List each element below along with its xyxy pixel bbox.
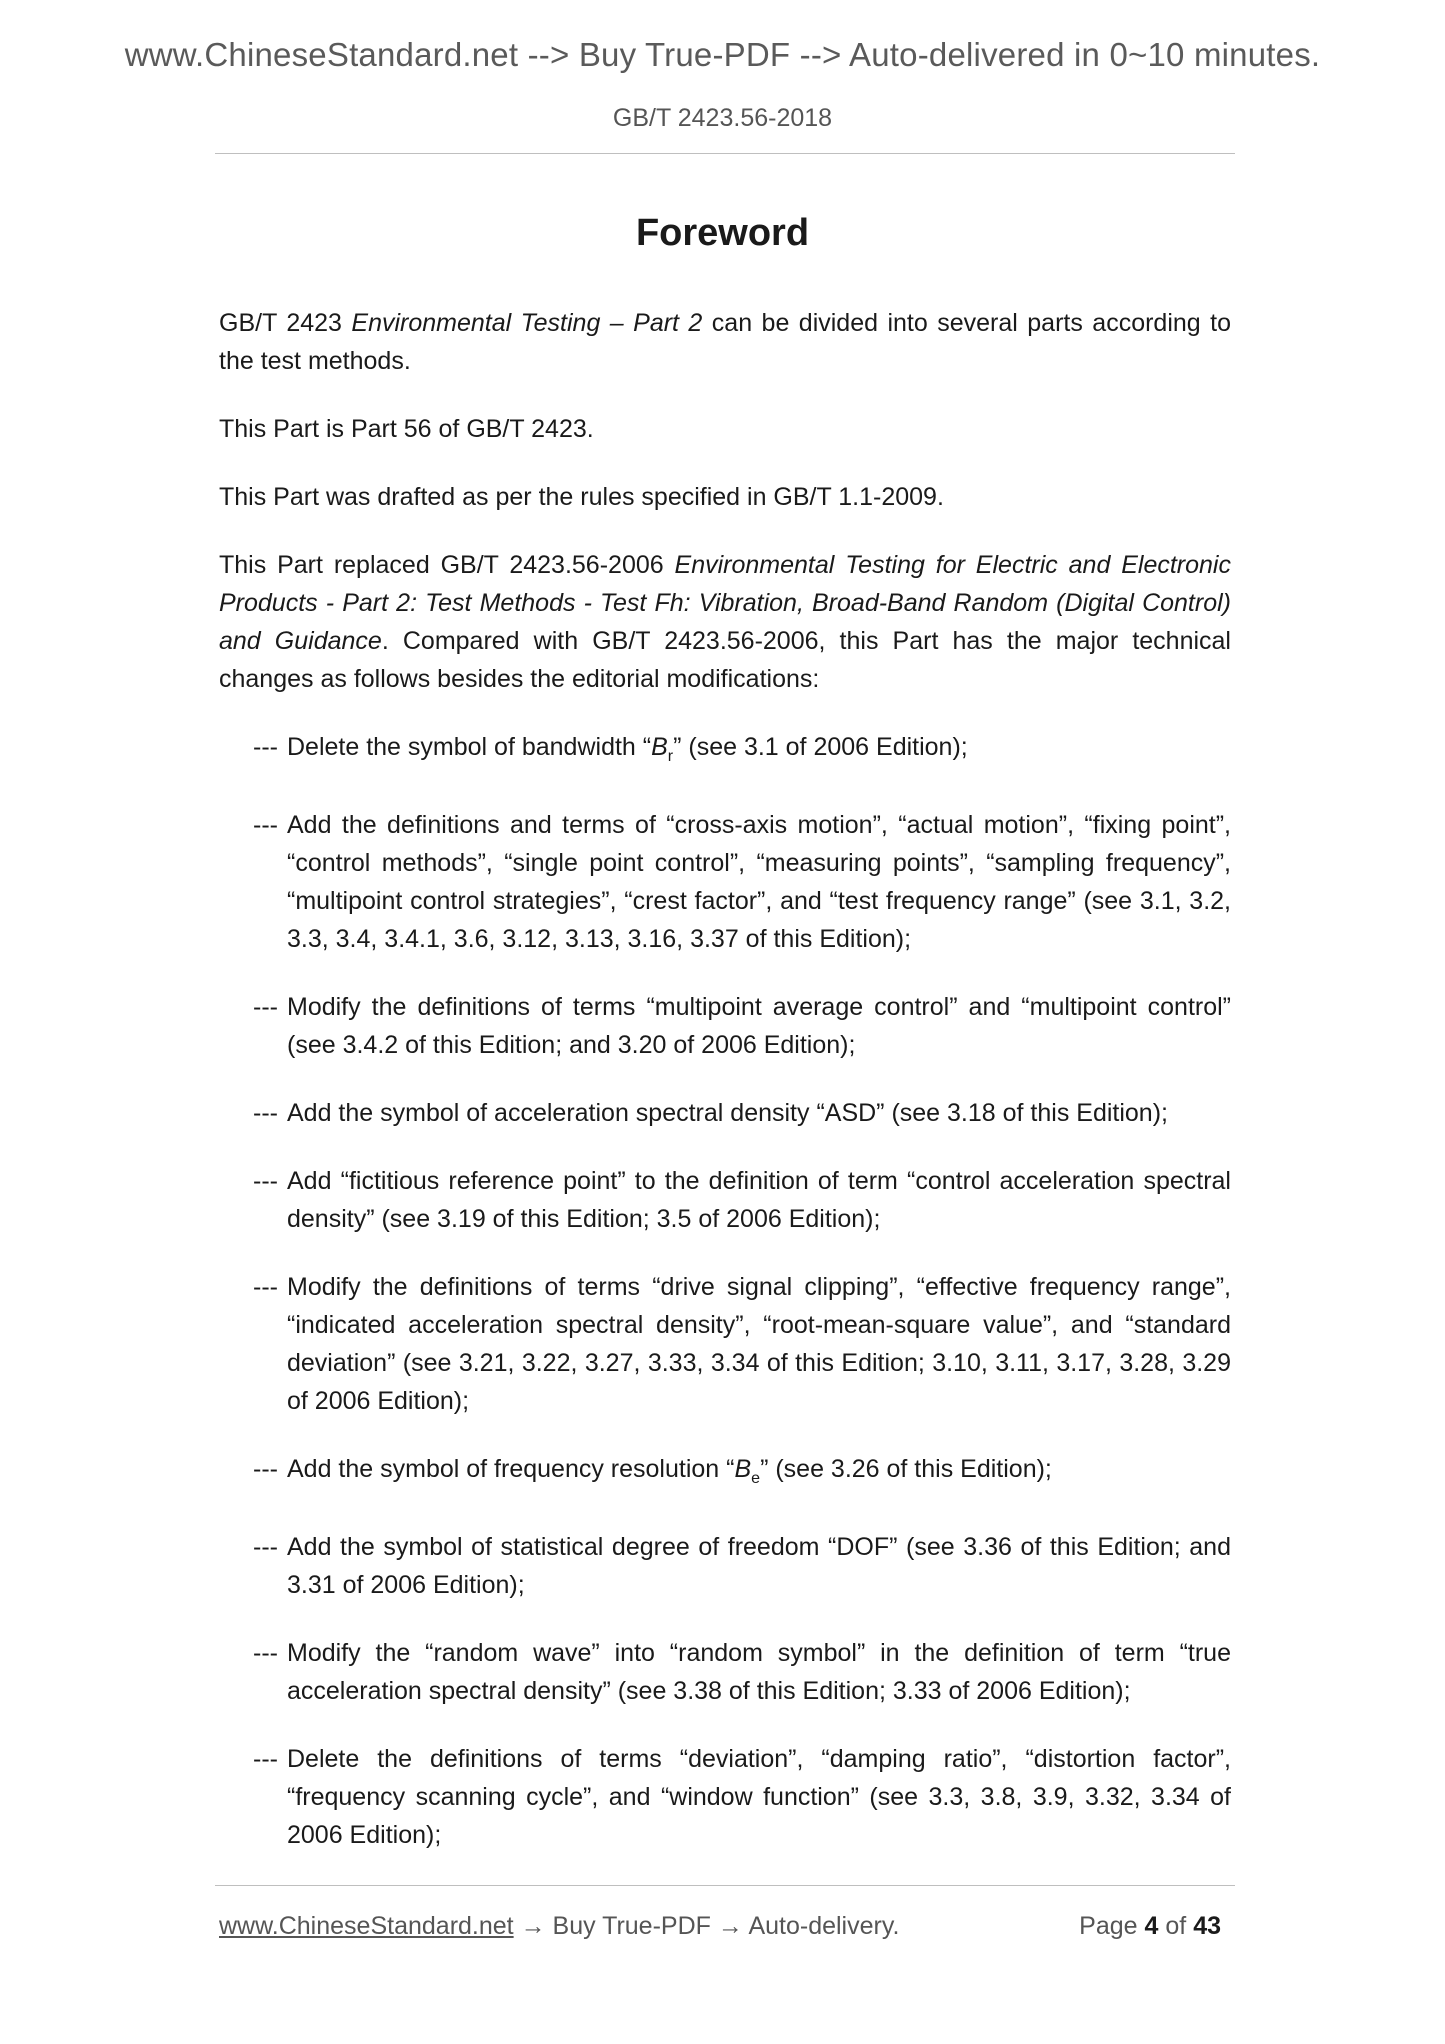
- change-text: Delete the definitions of terms “deviation”, “damping ratio”, “distortion factor”, “frequency scanning cycle”, and “window function” (see 3.3, 3.8, 3.9, 3.32, 3.34 of 2006 Edition);: [287, 1745, 1231, 1849]
- top-banner: www.ChineseStandard.net --> Buy True-PDF --> Auto-delivered in 0~10 minutes.: [124, 36, 1321, 73]
- dash-marker: ---: [253, 1639, 278, 1667]
- dash-marker: ---: [253, 733, 278, 761]
- dash-marker: ---: [253, 1533, 278, 1561]
- p4-title: Environmental Testing for Electric and Electronic Products - Part 2: Test Methods - Test Fh: Vibration, Broad-Band Random (Digital Control) and Guidance: [219, 551, 1231, 655]
- page-label: Page: [1079, 1912, 1138, 1940]
- dash-marker: ---: [253, 1167, 278, 1195]
- paragraph-part-number: This Part is Part 56 of GB/T 2423.: [219, 415, 594, 443]
- dash-marker: ---: [253, 1099, 278, 1127]
- dash-marker: ---: [253, 811, 278, 839]
- standard-code: GB/T 2423.56-2018: [612, 104, 833, 132]
- dash-marker: ---: [253, 1745, 278, 1773]
- footer-delivery-text: Auto-delivery.: [748, 1912, 900, 1940]
- paragraph-drafting-rules: This Part was drafted as per the rules specified in GB/T 1.1-2009.: [219, 483, 944, 511]
- change-item: [253, 1162, 1231, 1238]
- change-text: Modify the definitions of terms “multipoint average control” and “multipoint control” (see 3.4.2 of this Edition; and 3.20 of 2006 Edition);: [287, 993, 1231, 1059]
- change-item: [253, 1450, 1231, 1498]
- of-label: of: [1165, 1912, 1187, 1940]
- paragraph-replacement: [219, 546, 1231, 698]
- total-pages: 43: [1193, 1912, 1221, 1940]
- change-item: [253, 1094, 1231, 1132]
- change-item: [253, 728, 1231, 776]
- page-number: 4: [1144, 1912, 1159, 1940]
- symbol-b: B: [651, 733, 668, 761]
- change-text: Modify the definitions of terms “drive signal clipping”, “effective frequency range”, “indicated acceleration spectral density”, “root-mean-square value”, and “standard deviation” (see 3.21, 3.22, 3.27, 3.33, 3.34 of this Edition; 3.10, 3.11, 3.17, 3.28, 3.29 of 2006 Edition);: [287, 1273, 1231, 1415]
- page-indicator: [1079, 1912, 1221, 1941]
- footer-buy-text: Buy True-PDF: [552, 1912, 711, 1940]
- change-text: Add “fictitious reference point” to the definition of term “control acceleration spectral density” (see 3.19 of this Edition; 3.5 of 2006 Edition);: [287, 1167, 1231, 1233]
- footer-site-link[interactable]: www.ChineseStandard.net: [219, 1912, 514, 1940]
- change-text: ” (see 3.26 of this Edition);: [760, 1455, 1052, 1483]
- change-item: [253, 1268, 1231, 1420]
- change-text: Delete the symbol of bandwidth “: [287, 733, 652, 761]
- dash-marker: ---: [253, 1273, 278, 1301]
- change-text: Add the symbol of frequency resolution “: [287, 1455, 735, 1483]
- change-text: Modify the “random wave” into “random symbol” in the definition of term “true acceleration spectral density” (see 3.38 of this Edition; 3.33 of 2006 Edition);: [287, 1639, 1231, 1705]
- change-item: [253, 988, 1231, 1064]
- header-divider: [215, 153, 1235, 154]
- page-footer: [219, 1912, 1231, 1948]
- change-text: Add the definitions and terms of “cross-axis motion”, “actual motion”, “fixing point”, “control methods”, “single point control”, “measuring points”, “sampling frequency”, “multipoint control strategies”, “crest factor”, and “test frequency range” (see 3.1, 3.2, 3.3, 3.4, 3.4.1, 3.6, 3.12, 3.13, 3.16, 3.37 of this Edition);: [287, 811, 1231, 953]
- change-item: [253, 1634, 1231, 1710]
- dash-marker: ---: [253, 1455, 278, 1483]
- p1-text-c: can be divided into several parts according to the test methods.: [219, 309, 1231, 375]
- symbol-subscript: r: [667, 748, 674, 765]
- p1-text-a: GB/T 2423: [219, 309, 352, 337]
- p4-text-a: This Part replaced GB/T 2423.56-2006: [219, 551, 675, 579]
- p4-text-c: . Compared with GB/T 2423.56-2006, this Part has the major technical changes as follows besides the editorial modifications:: [219, 627, 1231, 693]
- symbol-b: B: [734, 1455, 752, 1483]
- foreword-body: [219, 304, 1231, 1884]
- footer-divider: [215, 1885, 1235, 1886]
- change-text: Add the symbol of statistical degree of freedom “DOF” (see 3.36 of this Edition; and 3.31 of 2006 Edition);: [287, 1533, 1231, 1599]
- dash-marker: ---: [253, 993, 278, 1021]
- symbol-subscript: e: [751, 1470, 761, 1487]
- change-item: [253, 1528, 1231, 1604]
- change-text: Add the symbol of acceleration spectral density “ASD” (see 3.18 of this Edition);: [287, 1099, 1168, 1127]
- change-text: ” (see 3.1 of 2006 Edition);: [673, 733, 968, 761]
- p1-title: Environmental Testing – Part 2: [351, 309, 703, 337]
- change-item: [253, 806, 1231, 958]
- arrow-icon: →: [520, 1912, 546, 1940]
- paragraph-parts: [219, 304, 1231, 380]
- arrow-icon: →: [717, 1912, 743, 1940]
- page-title: Foreword: [635, 212, 810, 254]
- change-item: [253, 1740, 1231, 1854]
